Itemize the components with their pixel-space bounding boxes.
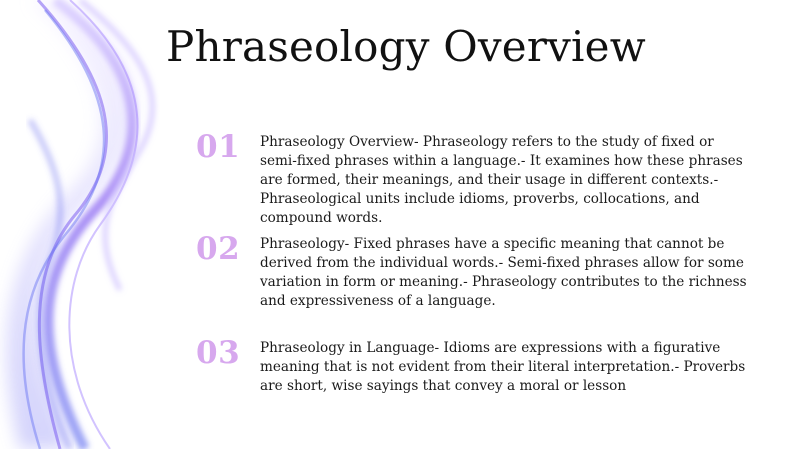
item-text: Phraseology Overview- Phraseology refers to the study of fixed or semi-fixed phrases within a language.- It examines how these phrases are formed, their meanings, and their usage in different contexts.- Phraseological units include idioms, proverbs, collocations, and compound words.: [260, 134, 743, 226]
item-number: 03: [196, 335, 241, 371]
slide-title: Phraseology Overview: [166, 22, 646, 71]
item-number: 01: [196, 129, 241, 165]
item-text: Phraseology in Language- Idioms are expressions with a figurative meaning that is not evident from their literal interpretation.- Proverbs are short, wise sayings that convey a moral or lesson: [260, 340, 746, 394]
item-text: Phraseology- Fixed phrases have a specific meaning that cannot be derived from the individual words.- Semi-fixed phrases allow for some variation in form or meaning.- Phraseology contributes to the richness and expressiveness of a language.: [260, 236, 747, 309]
item-number: 02: [196, 231, 241, 267]
